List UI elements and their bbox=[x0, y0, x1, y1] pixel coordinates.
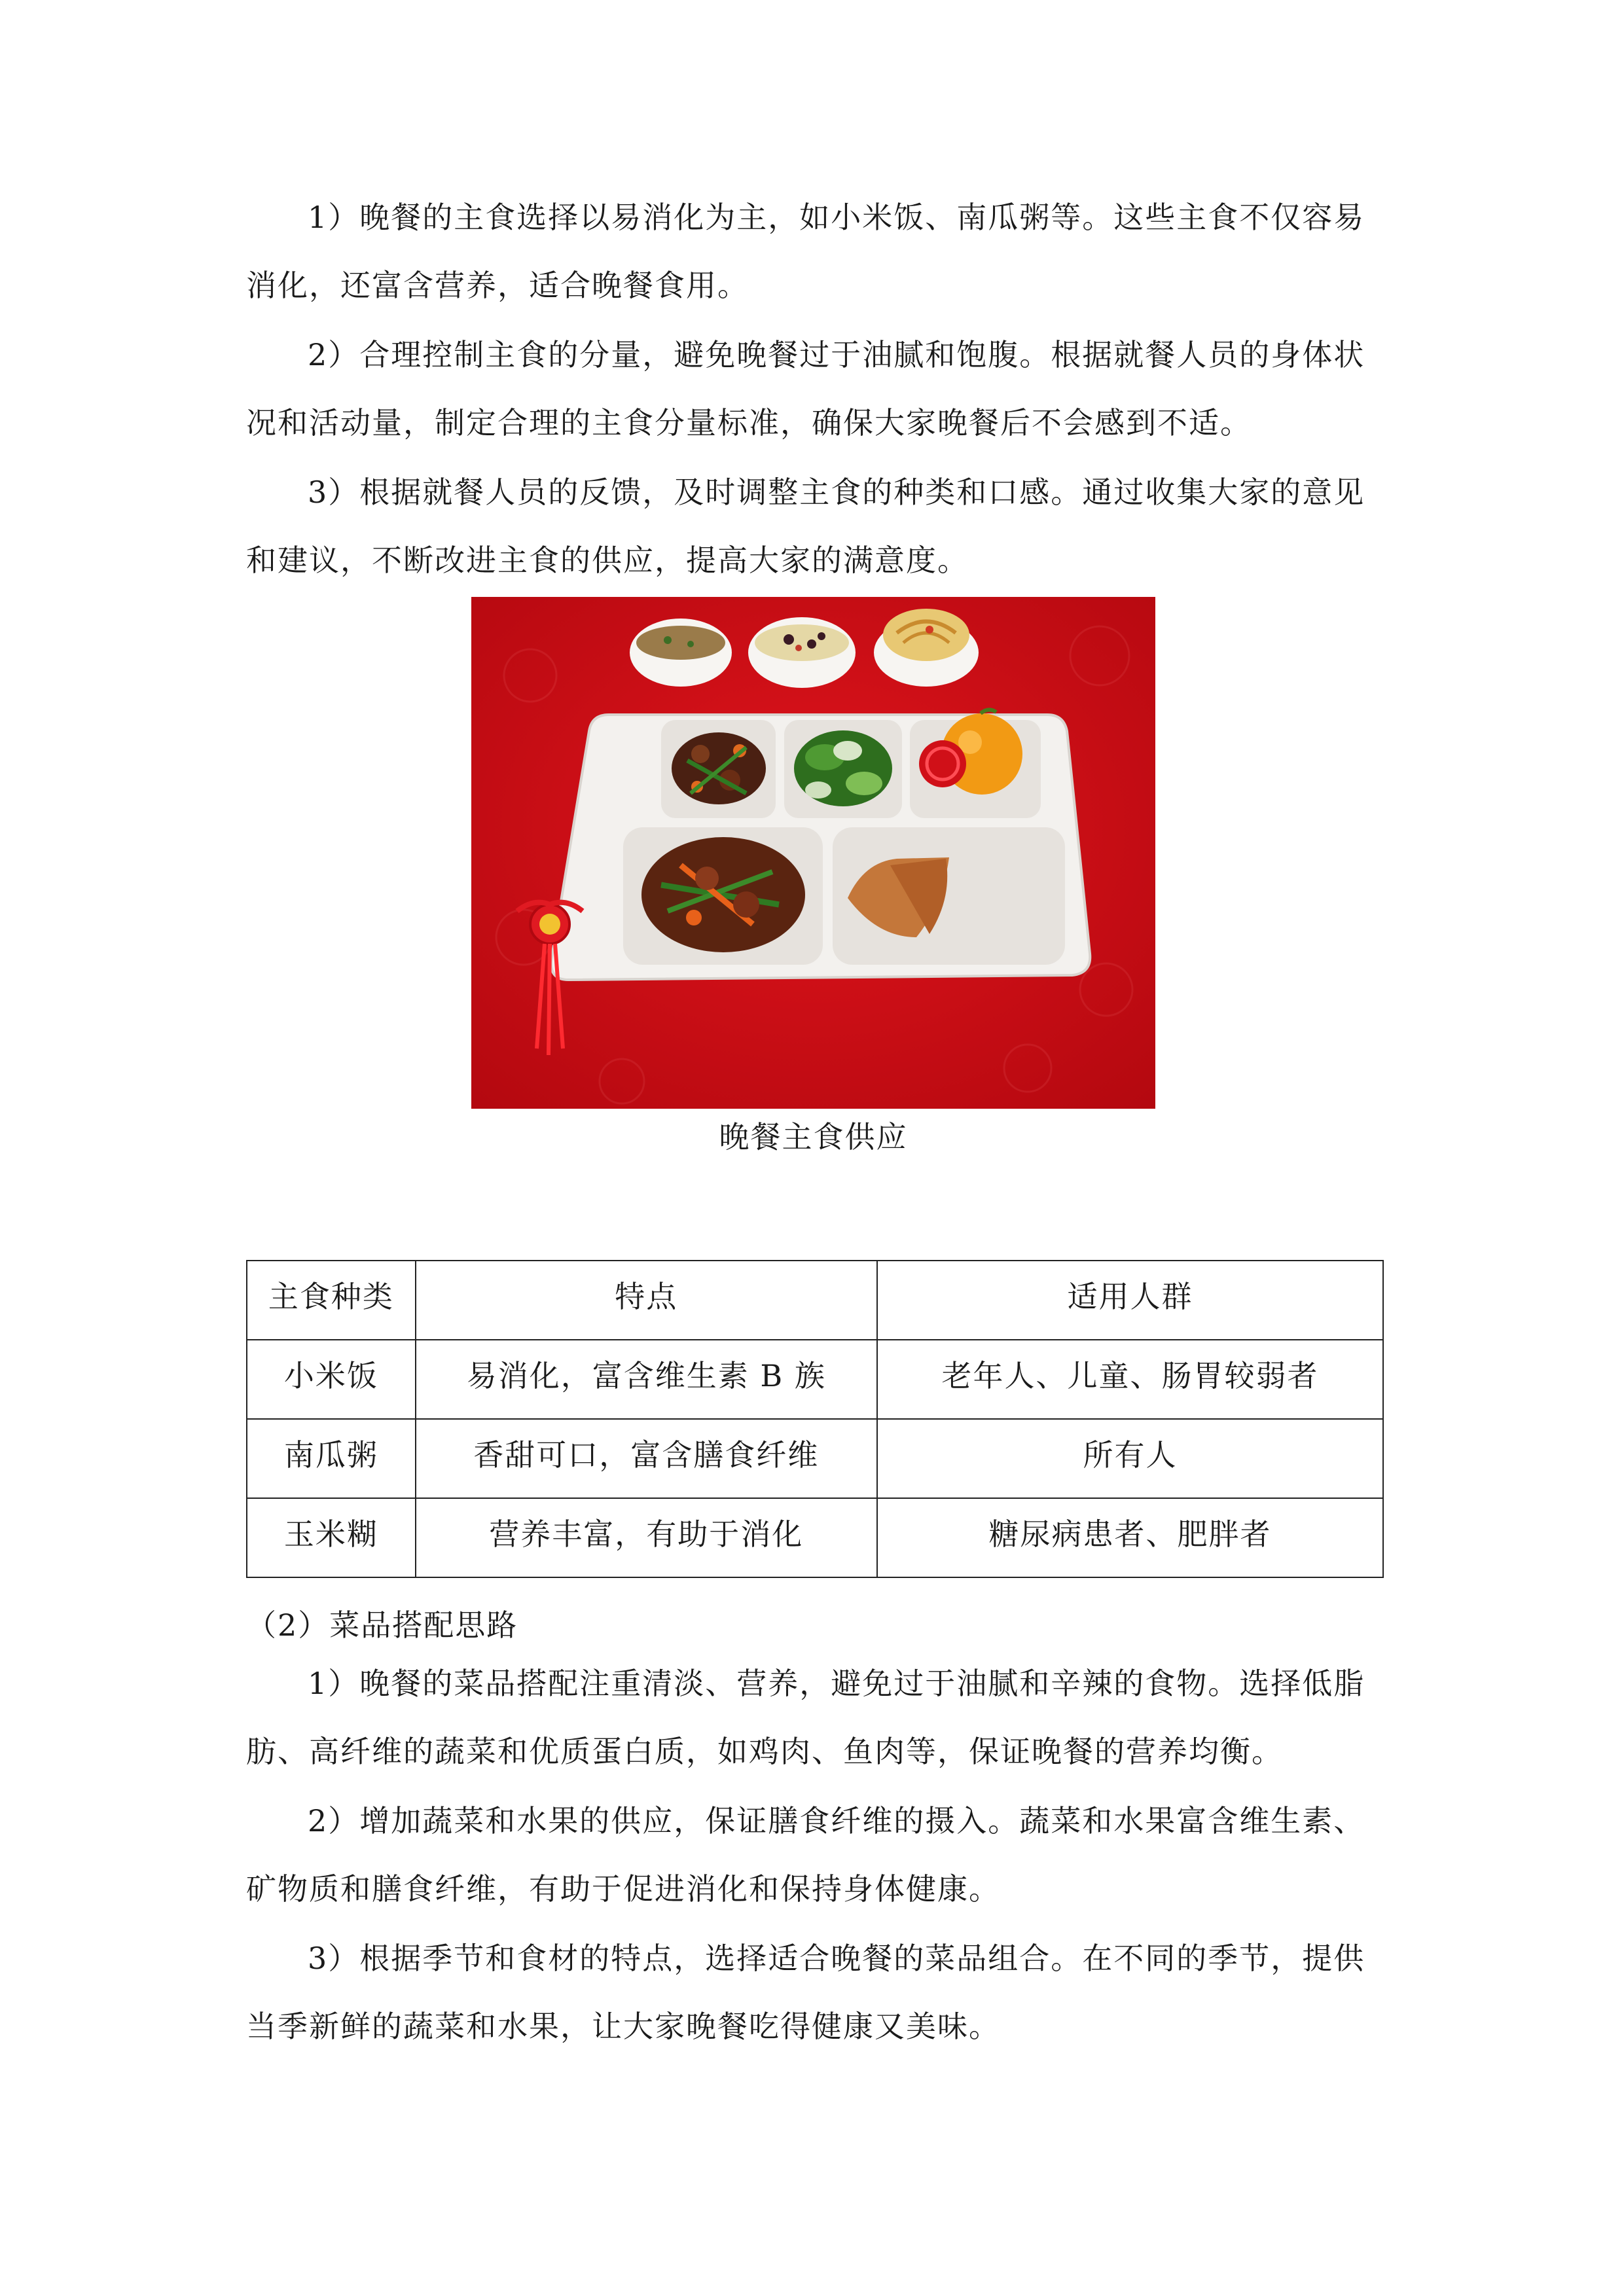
table-cell: 老年人、儿童、肠胃较弱者 bbox=[877, 1340, 1383, 1419]
paragraph-portion-control: 2）合理控制主食的分量，避免晚餐过于油腻和饱腹。根据就餐人员的身体状况和活动量，制定合理的主食分量标准，确保大家晚餐后不会感到不适。 bbox=[246, 337, 1365, 440]
paragraph-staple-choice: 1）晚餐的主食选择以易消化为主，如小米饭、南瓜粥等。这些主食不仅容易消化，还富含营养，适合晚餐食用。 bbox=[246, 200, 1365, 303]
table-header-cell: 特点 bbox=[416, 1261, 877, 1340]
table-header-cell: 适用人群 bbox=[877, 1261, 1383, 1340]
table-cell: 小米饭 bbox=[247, 1340, 416, 1419]
paragraph-seasonal: 3）根据季节和食材的特点，选择适合晚餐的菜品组合。在不同的季节，提供当季新鲜的蔬菜和水果，让大家晚餐吃得健康又美味。 bbox=[246, 1941, 1365, 2044]
paragraph-vegetables-fruit: 2）增加蔬菜和水果的供应，保证膳食纤维的摄入。蔬菜和水果富含维生素、矿物质和膳食纤维，有助于促进消化和保持身体健康。 bbox=[246, 1803, 1365, 1907]
table-cell: 香甜可口，富含膳食纤维 bbox=[416, 1419, 877, 1498]
figure-caption: 晚餐主食供应 bbox=[719, 1119, 908, 1155]
table-header-cell: 主食种类 bbox=[247, 1261, 416, 1340]
table-cell: 易消化，富含维生素 B 族 bbox=[416, 1340, 877, 1419]
table-cell: 玉米糊 bbox=[247, 1498, 416, 1577]
table-cell: 南瓜粥 bbox=[247, 1419, 416, 1498]
paragraph-dish-pairing: 1）晚餐的菜品搭配注重清淡、营养，避免过于油腻和辛辣的食物。选择低脂肪、高纤维的蔬菜和优质蛋白质，如鸡肉、鱼肉等，保证晚餐的营养均衡。 bbox=[246, 1666, 1365, 1769]
paragraph-feedback: 3）根据就餐人员的反馈，及时调整主食的种类和口感。通过收集大家的意见和建议，不断改进主食的供应，提高大家的满意度。 bbox=[246, 475, 1365, 578]
table-cell: 糖尿病患者、肥胖者 bbox=[877, 1498, 1383, 1577]
table-header-row bbox=[247, 1261, 1383, 1340]
dinner-tray-photo bbox=[471, 597, 1155, 1109]
staple-food-table bbox=[246, 1260, 1384, 1578]
table-row bbox=[247, 1498, 1383, 1577]
table-cell: 营养丰富，有助于消化 bbox=[416, 1498, 877, 1577]
section-heading: （2）菜品搭配思路 bbox=[246, 1607, 518, 1643]
table-row bbox=[247, 1340, 1383, 1419]
table-cell: 所有人 bbox=[877, 1419, 1383, 1498]
table-row bbox=[247, 1419, 1383, 1498]
